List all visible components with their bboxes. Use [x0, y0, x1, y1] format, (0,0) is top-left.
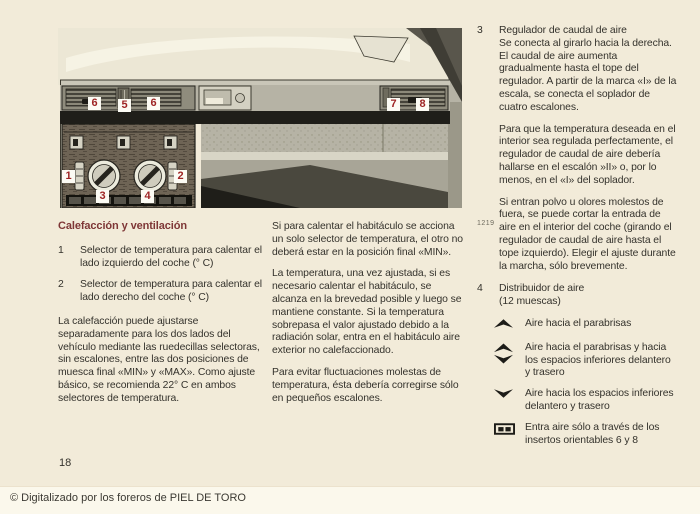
middle-column — [272, 221, 468, 405]
item-text: Selector de temperatura para calentar el lado izquierdo del coche (° C) — [80, 244, 262, 269]
numbered-item-4 — [477, 283, 678, 309]
air-item-label: Aire hacia los espacios inferiores delantero y trasero — [525, 388, 674, 412]
callout-7: 7 — [387, 98, 400, 111]
numbered-item-1 — [58, 245, 266, 271]
mid-paragraph-2: La temperatura, una vez ajustada, si es necesario calentar el habitáculo, se alcanza en la brevedad posible y luego se mantiene constante. Si la temperatura sobrepasa el valor ajustado debido a la radiación solar, entra en el habitáculo aire exterior no calefaccionado. — [272, 268, 462, 357]
watermark-strip — [0, 486, 700, 514]
item3-title: Regulador de caudal de aire — [499, 25, 627, 36]
section-heading: Calefacción y ventilación — [58, 220, 187, 232]
callout-3: 3 — [96, 190, 109, 203]
callout-2: 2 — [174, 170, 187, 183]
air-footwell-icon — [494, 388, 516, 414]
numbered-item-3 — [477, 25, 678, 273]
item3-paragraph-3: Si entran polvo u olores molestos de fuera, se puede cortar la entrada de aire en el interior del coche (girando el regulador de caudal de aire hasta el tope izquierdo). Elegir el ajuste durante la marcha, sólo brevemente. — [499, 196, 676, 272]
mid-paragraph-1: Si para calentar el habitáculo se acciona un solo selector de temperatura, el otro no deberá estar en la posición final «MIN». — [272, 221, 463, 258]
mid-paragraph-3: Para evitar fluctuaciones molestas de temperatura, ésta debería corregirse sólo en pequeños escalones. — [272, 366, 459, 404]
radio-button-row — [66, 195, 192, 206]
numbered-item-2 — [58, 279, 266, 305]
figure-number: 1219 — [477, 220, 495, 227]
callout-6-right: 6 — [147, 97, 160, 110]
air-distribution-knob — [134, 160, 166, 192]
item-number: 2 — [58, 279, 64, 291]
left-column — [58, 220, 266, 406]
callout-8: 8 — [416, 98, 429, 111]
item4-title: Distribuidor de aire — [499, 283, 585, 295]
air-item-label: Entra aire sólo a través de los insertos orientables 6 y 8 — [525, 421, 660, 446]
glovebox-panel — [201, 124, 448, 208]
callout-4: 4 — [141, 190, 154, 203]
item-number: 4 — [477, 283, 483, 295]
right-column — [477, 25, 678, 455]
callout-5: 5 — [118, 99, 131, 112]
air-item-label: Aire hacia el parabrisas — [525, 317, 632, 329]
air-item-windshield-footwell — [477, 342, 678, 380]
dashboard-illustration — [58, 28, 462, 208]
air-item-label: Aire hacia el parabrisas y hacia los espacios inferiores delantero y trasero — [525, 341, 671, 379]
item-text: Selector de temperatura para calentar el lado derecho del coche (° C) — [80, 279, 262, 304]
item3-paragraph-1: Se conecta al girarlo hacia la derecha. El caudal de aire aumenta gradualmente hasta el tope del regulador. A partir de la marca «I» de la escala, se conecta el soplador de cuatro escalones. — [499, 37, 677, 113]
page-number: 18 — [59, 457, 72, 469]
temperature-thumbwheel-left — [75, 162, 84, 190]
air-vents-only-icon — [494, 422, 516, 448]
item4-subtitle: (12 muescas) — [499, 296, 561, 308]
left-paragraph: La calefacción puede ajustarse separadamente para los dos lados del vehículo mediante las ruedecillas selectoras, sin escalones, entre las dos posiciones de muesca final «MIN» y «MAX». Como ajuste básico, se recomienda 22° C en ambos selectores de temperatura. — [58, 315, 260, 404]
heater-console — [62, 124, 195, 208]
air-item-windshield — [477, 318, 678, 334]
item-number: 1 — [58, 244, 64, 256]
air-windshield-footwell-icon — [494, 342, 516, 380]
item3-paragraph-2: Para que la temperatura deseada en el interior sea regulada perfectamente, el regulador de caudal de aire debería hallarse en el escalón »II» o, por lo menos, en el «I» del soplador. — [499, 123, 676, 186]
center-console-box — [199, 86, 251, 110]
watermark-text: © Digitalizado por los foreros de PIEL DE TORO — [10, 492, 246, 504]
air-windshield-icon — [494, 318, 516, 334]
airflow-knob — [88, 160, 120, 192]
callout-6-left: 6 — [88, 97, 101, 110]
callout-1: 1 — [62, 170, 75, 183]
item-number: 3 — [477, 25, 483, 36]
air-item-footwell — [477, 388, 678, 414]
air-item-vents-only — [477, 422, 678, 448]
